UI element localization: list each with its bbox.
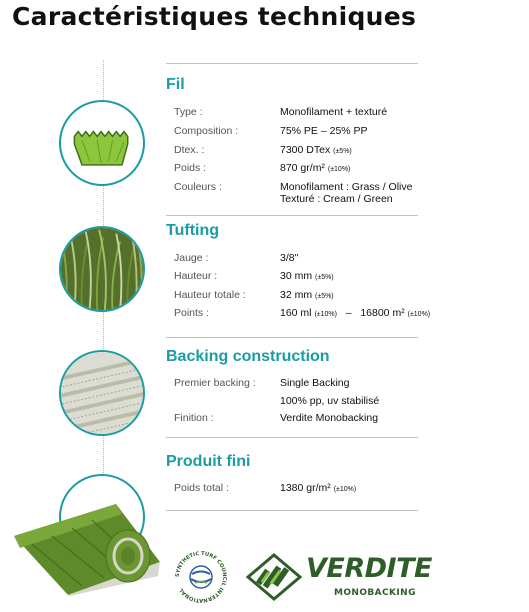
spec-value: 16800 m² [360, 307, 405, 319]
spec-value: 32 mm [280, 289, 313, 301]
spec-value: Monofilament + texturé [280, 106, 388, 118]
divider [166, 63, 418, 64]
spec-value-group [280, 144, 352, 158]
spec-label: Dtex. : [174, 144, 205, 156]
page-title: Caractéristiques techniques [12, 2, 417, 31]
spec-tolerance: (±10%) [333, 486, 357, 493]
spec-value-group [280, 307, 430, 321]
section-title-tufting: Tufting [166, 222, 220, 239]
spec-value-group [280, 162, 350, 176]
spec-label: Finition : [174, 412, 214, 424]
divider [166, 215, 418, 216]
spec-tolerance: (±5%) [315, 274, 334, 281]
turf-roll-image [12, 496, 162, 596]
spec-label: Composition : [174, 125, 239, 137]
grass-tufting-image [59, 226, 145, 312]
spec-value: Texturé : Cream / Green [280, 193, 393, 205]
spec-value: 870 gr/m² [280, 162, 325, 174]
spec-label: Points : [174, 307, 210, 319]
spec-label: Premier backing : [174, 377, 256, 389]
spec-tolerance: (±5%) [315, 293, 334, 300]
spec-value-group [280, 289, 334, 303]
spec-label: Poids total : [174, 482, 229, 494]
spec-value: 100% pp, uv stabilisé [280, 395, 380, 407]
spec-label: Poids : [174, 162, 207, 174]
divider [166, 510, 418, 511]
spec-value: 1380 gr/m² [280, 482, 331, 494]
spec-value: Verdite Monobacking [280, 412, 379, 424]
spec-value-group [280, 482, 356, 496]
spec-tolerance: (±10%) [314, 311, 337, 318]
section-title-fil: Fil [166, 76, 185, 93]
spec-label: Type : [174, 106, 203, 118]
spec-label: Hauteur : [174, 270, 218, 282]
spec-value: 30 mm [280, 270, 313, 282]
spec-value: 160 ml [280, 307, 312, 319]
spec-separator: – [345, 307, 352, 319]
spec-value: Monofilament : Grass / Olive [280, 181, 413, 193]
synthetic-turf-council-logo [171, 547, 231, 607]
backing-image [59, 350, 145, 436]
spec-value: Single Backing [280, 377, 350, 389]
verdite-emblem-icon [246, 553, 302, 601]
divider [166, 437, 418, 438]
verdite-brand-sub: MONOBACKING [334, 588, 416, 598]
spec-tolerance: (±5%) [333, 148, 352, 155]
spec-value-group [280, 270, 334, 284]
spec-tolerance: (±10%) [327, 166, 351, 173]
section-title-produit: Produit fini [166, 453, 251, 470]
spec-value: 75% PE – 25% PP [280, 125, 368, 137]
spec-value: 7300 DTex [280, 144, 331, 156]
spec-value: 3/8" [280, 252, 299, 264]
spec-label: Jauge : [174, 252, 209, 264]
yarn-fibre-image [59, 100, 145, 186]
verdite-brand-name: VERDITE [306, 553, 432, 584]
spec-label: Couleurs : [174, 181, 222, 193]
divider [166, 337, 418, 338]
spec-label: Hauteur totale : [174, 289, 246, 301]
sic-logo-text: SYNTHETIC TURF COUNCIL INTERNATIONAL [174, 550, 228, 604]
spec-tolerance: (±10%) [407, 311, 431, 318]
section-title-backing: Backing construction [166, 348, 330, 365]
